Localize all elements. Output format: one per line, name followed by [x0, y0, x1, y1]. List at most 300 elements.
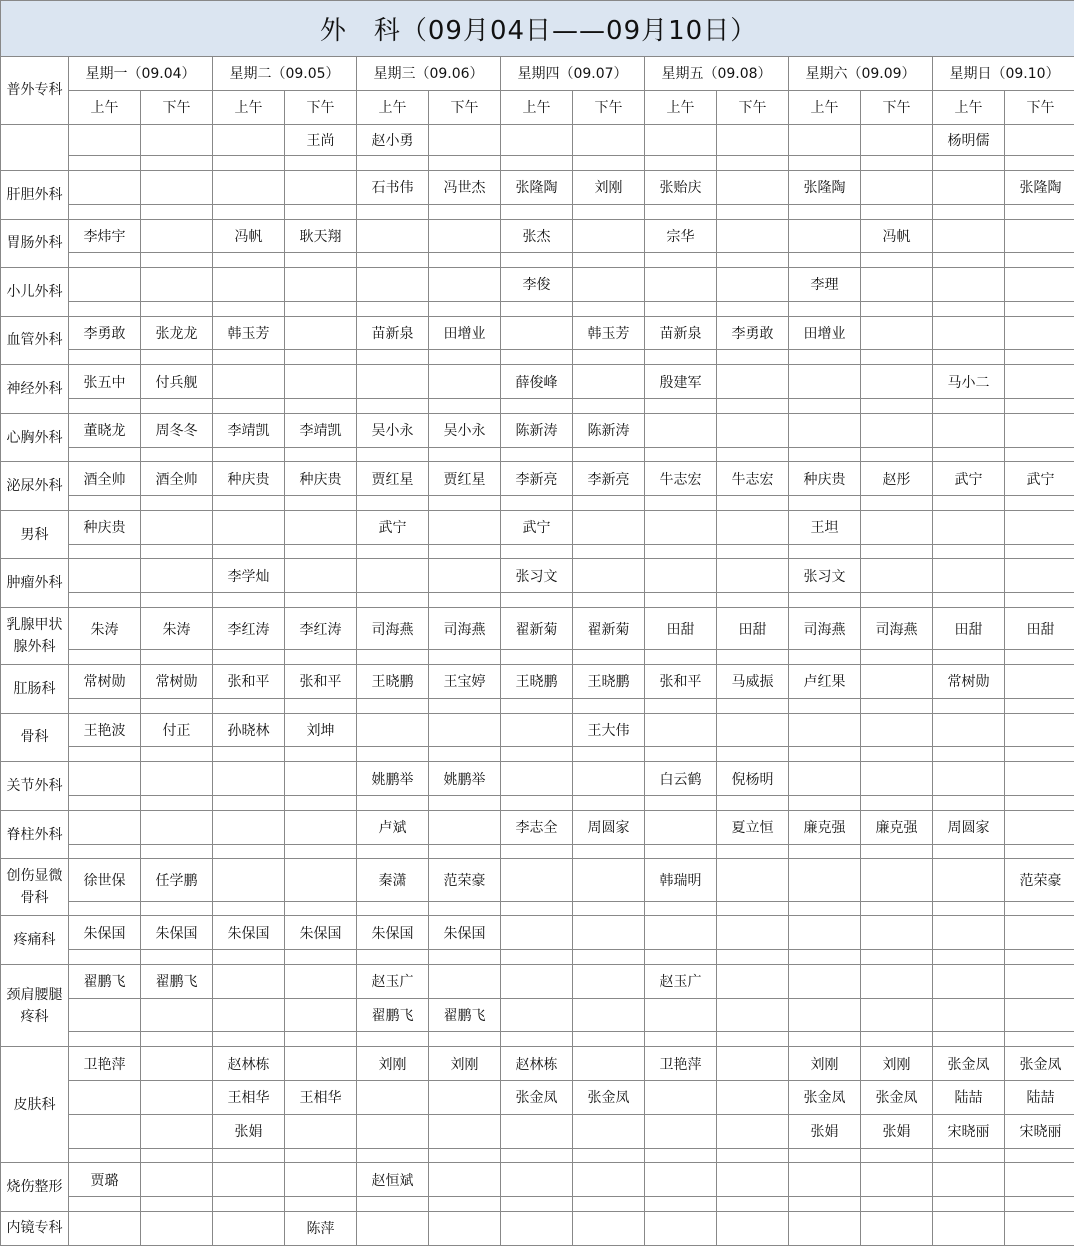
schedule-cell: 董晓龙 — [69, 413, 141, 447]
schedule-cell: 王大伟 — [573, 713, 645, 747]
schedule-cell — [645, 916, 717, 950]
gap-cell — [285, 350, 357, 365]
gap-cell — [213, 544, 285, 559]
gap-cell — [1005, 156, 1074, 171]
schedule-cell — [69, 170, 141, 204]
gap-cell — [573, 795, 645, 810]
schedule-cell — [357, 365, 429, 399]
gap-cell — [1005, 496, 1074, 511]
gap-cell — [141, 544, 213, 559]
gap-cell — [357, 156, 429, 171]
schedule-cell — [861, 713, 933, 747]
schedule-cell: 李炜宇 — [69, 219, 141, 253]
gap-cell — [933, 698, 1005, 713]
gap-cell — [429, 350, 501, 365]
department-name: 肝胆外科 — [1, 170, 69, 219]
gap-cell — [1005, 301, 1074, 316]
schedule-cell: 李靖凯 — [285, 413, 357, 447]
schedule-cell: 种庆贵 — [285, 462, 357, 496]
day-header: 星期四（09.07） — [501, 56, 645, 90]
schedule-cell — [717, 916, 789, 950]
gap-cell — [213, 747, 285, 762]
schedule-cell — [1005, 1211, 1074, 1245]
gap-cell — [1005, 747, 1074, 762]
schedule-cell — [717, 1163, 789, 1197]
schedule-cell — [1005, 665, 1074, 699]
schedule-cell — [861, 413, 933, 447]
schedule-cell — [1005, 316, 1074, 350]
schedule-cell — [645, 1163, 717, 1197]
gap-cell — [69, 1197, 141, 1212]
schedule-cell — [429, 559, 501, 593]
gap-cell — [717, 544, 789, 559]
schedule-cell: 张杰 — [501, 219, 573, 253]
gap-cell — [429, 844, 501, 859]
schedule-cell — [357, 713, 429, 747]
pm-header: 下午 — [285, 90, 357, 124]
gap-cell — [1005, 901, 1074, 916]
gap-cell — [357, 901, 429, 916]
gap-cell — [1005, 1148, 1074, 1163]
schedule-cell — [501, 316, 573, 350]
gap-cell — [141, 1148, 213, 1163]
gap-cell — [573, 1148, 645, 1163]
gap-cell — [141, 350, 213, 365]
schedule-cell — [429, 1163, 501, 1197]
gap-cell — [861, 593, 933, 608]
gap-cell — [69, 593, 141, 608]
schedule-cell — [429, 219, 501, 253]
gap-cell — [285, 795, 357, 810]
gap-cell — [141, 650, 213, 665]
gap-cell — [1005, 399, 1074, 414]
am-header: 上午 — [213, 90, 285, 124]
page-title: 外 科（09月04日——09月10日） — [1, 1, 1074, 57]
gap-cell — [357, 496, 429, 511]
schedule-cell — [501, 1114, 573, 1148]
department-name: 血管外科 — [1, 316, 69, 365]
schedule-cell — [717, 559, 789, 593]
gap-cell — [789, 156, 861, 171]
schedule-cell: 张隆陶 — [789, 170, 861, 204]
schedule-cell — [213, 1163, 285, 1197]
gap-cell — [285, 253, 357, 268]
gap-cell — [645, 253, 717, 268]
schedule-cell — [861, 964, 933, 998]
gap-cell — [789, 901, 861, 916]
schedule-cell — [645, 810, 717, 844]
schedule-cell — [285, 859, 357, 901]
schedule-cell — [285, 170, 357, 204]
schedule-cell: 田增业 — [789, 316, 861, 350]
schedule-cell: 冯世杰 — [429, 170, 501, 204]
gap-cell — [357, 1197, 429, 1212]
schedule-cell — [933, 964, 1005, 998]
gap-cell — [717, 1148, 789, 1163]
schedule-cell: 翟新菊 — [573, 608, 645, 650]
schedule-cell: 苗新泉 — [357, 316, 429, 350]
schedule-cell — [285, 316, 357, 350]
gap-cell — [933, 950, 1005, 965]
gap-cell — [861, 156, 933, 171]
gap-cell — [933, 496, 1005, 511]
schedule-cell — [501, 964, 573, 998]
gap-cell — [69, 1032, 141, 1047]
schedule-cell — [645, 510, 717, 544]
gap-cell — [573, 698, 645, 713]
schedule-cell — [573, 559, 645, 593]
schedule-cell — [285, 559, 357, 593]
schedule-cell — [429, 810, 501, 844]
gap-cell — [933, 795, 1005, 810]
schedule-cell — [285, 964, 357, 998]
schedule-cell — [933, 1163, 1005, 1197]
schedule-cell — [717, 964, 789, 998]
gap-cell — [645, 204, 717, 219]
gap-cell — [645, 593, 717, 608]
gap-cell — [573, 253, 645, 268]
gap-cell — [501, 747, 573, 762]
gap-cell — [933, 593, 1005, 608]
gap-cell — [501, 399, 573, 414]
gap-cell — [285, 1032, 357, 1047]
schedule-cell — [861, 859, 933, 901]
gap-cell — [573, 350, 645, 365]
gap-cell — [717, 301, 789, 316]
gap-cell — [429, 496, 501, 511]
schedule-cell — [1005, 964, 1074, 998]
schedule-cell — [357, 1211, 429, 1245]
department-name: 疼痛科 — [1, 916, 69, 965]
schedule-cell: 白云鹤 — [645, 762, 717, 796]
schedule-cell — [429, 713, 501, 747]
gap-cell — [717, 156, 789, 171]
gap-cell — [285, 747, 357, 762]
schedule-cell — [285, 1114, 357, 1148]
department-name: 烧伤整形 — [1, 1163, 69, 1212]
schedule-cell: 姚鹏举 — [429, 762, 501, 796]
gap-cell — [357, 544, 429, 559]
schedule-cell — [213, 810, 285, 844]
gap-cell — [861, 496, 933, 511]
schedule-cell: 苗新泉 — [645, 316, 717, 350]
department-name: 乳腺甲状腺外科 — [1, 608, 69, 665]
schedule-cell: 周圆家 — [933, 810, 1005, 844]
gap-cell — [933, 747, 1005, 762]
schedule-cell — [789, 1211, 861, 1245]
schedule-cell: 李靖凯 — [213, 413, 285, 447]
gap-cell — [429, 747, 501, 762]
gap-cell — [1005, 593, 1074, 608]
gap-cell — [141, 496, 213, 511]
schedule-cell — [213, 124, 285, 156]
schedule-cell — [501, 124, 573, 156]
schedule-cell — [213, 1211, 285, 1245]
schedule-cell — [1005, 1163, 1074, 1197]
gap-cell — [789, 350, 861, 365]
schedule-cell: 石书伟 — [357, 170, 429, 204]
gap-cell — [213, 253, 285, 268]
gap-cell — [285, 496, 357, 511]
schedule-cell: 王艳波 — [69, 713, 141, 747]
schedule-cell — [861, 665, 933, 699]
gap-cell — [213, 447, 285, 462]
am-header: 上午 — [789, 90, 861, 124]
schedule-cell: 吴小永 — [429, 413, 501, 447]
gap-cell — [501, 496, 573, 511]
schedule-cell — [717, 713, 789, 747]
gap-cell — [1005, 204, 1074, 219]
schedule-cell: 马威振 — [717, 665, 789, 699]
schedule-cell: 李俊 — [501, 268, 573, 302]
schedule-cell — [501, 916, 573, 950]
schedule-cell: 张隆陶 — [1005, 170, 1074, 204]
schedule-cell — [357, 559, 429, 593]
gap-cell — [861, 544, 933, 559]
schedule-cell — [861, 762, 933, 796]
gap-cell — [573, 204, 645, 219]
gap-cell — [645, 650, 717, 665]
am-header: 上午 — [69, 90, 141, 124]
schedule-cell — [717, 124, 789, 156]
gap-cell — [789, 1032, 861, 1047]
gap-cell — [357, 447, 429, 462]
schedule-cell — [573, 510, 645, 544]
schedule-cell — [1005, 916, 1074, 950]
gap-cell — [645, 901, 717, 916]
schedule-cell: 酒全帅 — [69, 462, 141, 496]
gap-cell — [933, 844, 1005, 859]
schedule-cell — [573, 1163, 645, 1197]
gap-cell — [357, 650, 429, 665]
schedule-cell: 赵林栋 — [213, 1047, 285, 1081]
schedule-cell — [717, 268, 789, 302]
schedule-cell: 卢斌 — [357, 810, 429, 844]
department-name: 骨科 — [1, 713, 69, 762]
gap-cell — [285, 1197, 357, 1212]
schedule-cell: 张娟 — [789, 1114, 861, 1148]
schedule-cell: 赵彤 — [861, 462, 933, 496]
schedule-cell: 张金凤 — [501, 1081, 573, 1115]
schedule-cell — [573, 268, 645, 302]
schedule-cell — [141, 559, 213, 593]
schedule-cell — [861, 124, 933, 156]
schedule-cell: 王尚 — [285, 124, 357, 156]
schedule-cell: 李理 — [789, 268, 861, 302]
schedule-cell — [789, 762, 861, 796]
schedule-cell: 陈新涛 — [573, 413, 645, 447]
schedule-cell: 张和平 — [645, 665, 717, 699]
gap-cell — [861, 1197, 933, 1212]
schedule-cell: 翟鹏飞 — [69, 964, 141, 998]
gap-cell — [861, 650, 933, 665]
schedule-cell — [285, 810, 357, 844]
gap-cell — [645, 844, 717, 859]
schedule-cell — [645, 268, 717, 302]
gap-cell — [141, 901, 213, 916]
gap-cell — [645, 496, 717, 511]
schedule-cell — [717, 413, 789, 447]
schedule-cell: 赵玉广 — [645, 964, 717, 998]
schedule-cell — [717, 170, 789, 204]
gap-cell — [69, 950, 141, 965]
schedule-cell: 朱保国 — [141, 916, 213, 950]
schedule-cell: 贾红星 — [429, 462, 501, 496]
schedule-cell: 张娟 — [213, 1114, 285, 1148]
schedule-cell — [429, 124, 501, 156]
gap-cell — [501, 204, 573, 219]
schedule-cell: 王坦 — [789, 510, 861, 544]
gap-cell — [933, 301, 1005, 316]
schedule-cell — [357, 1081, 429, 1115]
schedule-cell: 常树勋 — [933, 665, 1005, 699]
schedule-cell: 张隆陶 — [501, 170, 573, 204]
schedule-cell — [285, 510, 357, 544]
schedule-cell: 翟鹏飞 — [357, 998, 429, 1032]
schedule-cell: 张习文 — [789, 559, 861, 593]
gap-cell — [789, 950, 861, 965]
day-header: 星期日（09.10） — [933, 56, 1074, 90]
gap-cell — [213, 301, 285, 316]
gap-cell — [573, 650, 645, 665]
gap-cell — [357, 301, 429, 316]
schedule-cell — [573, 1211, 645, 1245]
schedule-cell — [717, 365, 789, 399]
department-name: 创伤显微骨科 — [1, 859, 69, 916]
schedule-cell: 付正 — [141, 713, 213, 747]
schedule-cell: 种庆贵 — [69, 510, 141, 544]
schedule-cell: 张和平 — [213, 665, 285, 699]
schedule-cell — [933, 713, 1005, 747]
schedule-cell: 王宝婷 — [429, 665, 501, 699]
schedule-cell — [573, 916, 645, 950]
schedule-cell — [141, 1081, 213, 1115]
schedule-cell: 张五中 — [69, 365, 141, 399]
schedule-cell — [141, 762, 213, 796]
schedule-cell: 陈新涛 — [501, 413, 573, 447]
schedule-cell: 李勇敢 — [717, 316, 789, 350]
department-name: 小儿外科 — [1, 268, 69, 317]
gap-cell — [429, 1032, 501, 1047]
gap-cell — [69, 301, 141, 316]
gap-cell — [69, 447, 141, 462]
schedule-cell: 杨明儒 — [933, 124, 1005, 156]
schedule-cell — [141, 1211, 213, 1245]
schedule-cell — [69, 1114, 141, 1148]
schedule-cell — [717, 510, 789, 544]
schedule-cell — [213, 510, 285, 544]
gap-cell — [789, 795, 861, 810]
gap-cell — [933, 350, 1005, 365]
schedule-cell: 陆喆 — [933, 1081, 1005, 1115]
schedule-cell — [501, 859, 573, 901]
gap-cell — [429, 698, 501, 713]
gap-cell — [357, 593, 429, 608]
department-name: 神经外科 — [1, 365, 69, 414]
schedule-cell — [933, 916, 1005, 950]
schedule-cell — [789, 365, 861, 399]
schedule-cell: 刘刚 — [573, 170, 645, 204]
gap-cell — [213, 350, 285, 365]
gap-cell — [861, 698, 933, 713]
gap-cell — [1005, 1197, 1074, 1212]
schedule-cell — [429, 1211, 501, 1245]
gap-cell — [645, 350, 717, 365]
schedule-cell: 赵小勇 — [357, 124, 429, 156]
schedule-cell: 宗华 — [645, 219, 717, 253]
schedule-cell — [645, 1081, 717, 1115]
schedule-cell: 廉克强 — [861, 810, 933, 844]
schedule-cell — [69, 810, 141, 844]
schedule-cell: 张金凤 — [861, 1081, 933, 1115]
schedule-cell: 牛志宏 — [717, 462, 789, 496]
schedule-cell — [69, 1211, 141, 1245]
schedule-cell — [717, 1047, 789, 1081]
schedule-cell: 陆喆 — [1005, 1081, 1074, 1115]
schedule-cell — [141, 998, 213, 1032]
schedule-cell — [861, 365, 933, 399]
gap-cell — [213, 496, 285, 511]
schedule-cell: 秦潇 — [357, 859, 429, 901]
am-header: 上午 — [645, 90, 717, 124]
schedule-cell: 刘刚 — [789, 1047, 861, 1081]
schedule-cell — [861, 510, 933, 544]
gap-cell — [357, 253, 429, 268]
gap-cell — [645, 399, 717, 414]
day-header: 星期二（09.05） — [213, 56, 357, 90]
gap-cell — [717, 698, 789, 713]
schedule-cell: 冯帆 — [861, 219, 933, 253]
gap-cell — [429, 1197, 501, 1212]
schedule-cell — [1005, 713, 1074, 747]
gap-cell — [501, 156, 573, 171]
schedule-cell — [501, 762, 573, 796]
gap-cell — [501, 301, 573, 316]
gap-cell — [645, 544, 717, 559]
schedule-cell: 韩瑞明 — [645, 859, 717, 901]
pm-header: 下午 — [141, 90, 213, 124]
schedule-cell — [1005, 510, 1074, 544]
schedule-cell — [933, 316, 1005, 350]
gap-cell — [357, 350, 429, 365]
schedule-cell — [933, 859, 1005, 901]
gap-cell — [789, 447, 861, 462]
pm-header: 下午 — [1005, 90, 1074, 124]
schedule-cell: 李学灿 — [213, 559, 285, 593]
gap-cell — [213, 399, 285, 414]
gap-cell — [501, 650, 573, 665]
gap-cell — [717, 950, 789, 965]
gap-cell — [429, 1148, 501, 1163]
schedule-cell: 姚鹏举 — [357, 762, 429, 796]
schedule-cell: 司海燕 — [861, 608, 933, 650]
schedule-cell: 朱保国 — [213, 916, 285, 950]
gap-cell — [429, 795, 501, 810]
schedule-cell: 宋晓丽 — [1005, 1114, 1074, 1148]
gap-cell — [501, 950, 573, 965]
schedule-cell: 马小二 — [933, 365, 1005, 399]
schedule-cell — [573, 219, 645, 253]
schedule-cell — [285, 1047, 357, 1081]
gap-cell — [573, 901, 645, 916]
schedule-cell — [285, 268, 357, 302]
gap-cell — [717, 650, 789, 665]
schedule-cell — [645, 559, 717, 593]
gap-cell — [717, 253, 789, 268]
pm-header: 下午 — [573, 90, 645, 124]
schedule-cell — [141, 1047, 213, 1081]
gap-cell — [501, 593, 573, 608]
